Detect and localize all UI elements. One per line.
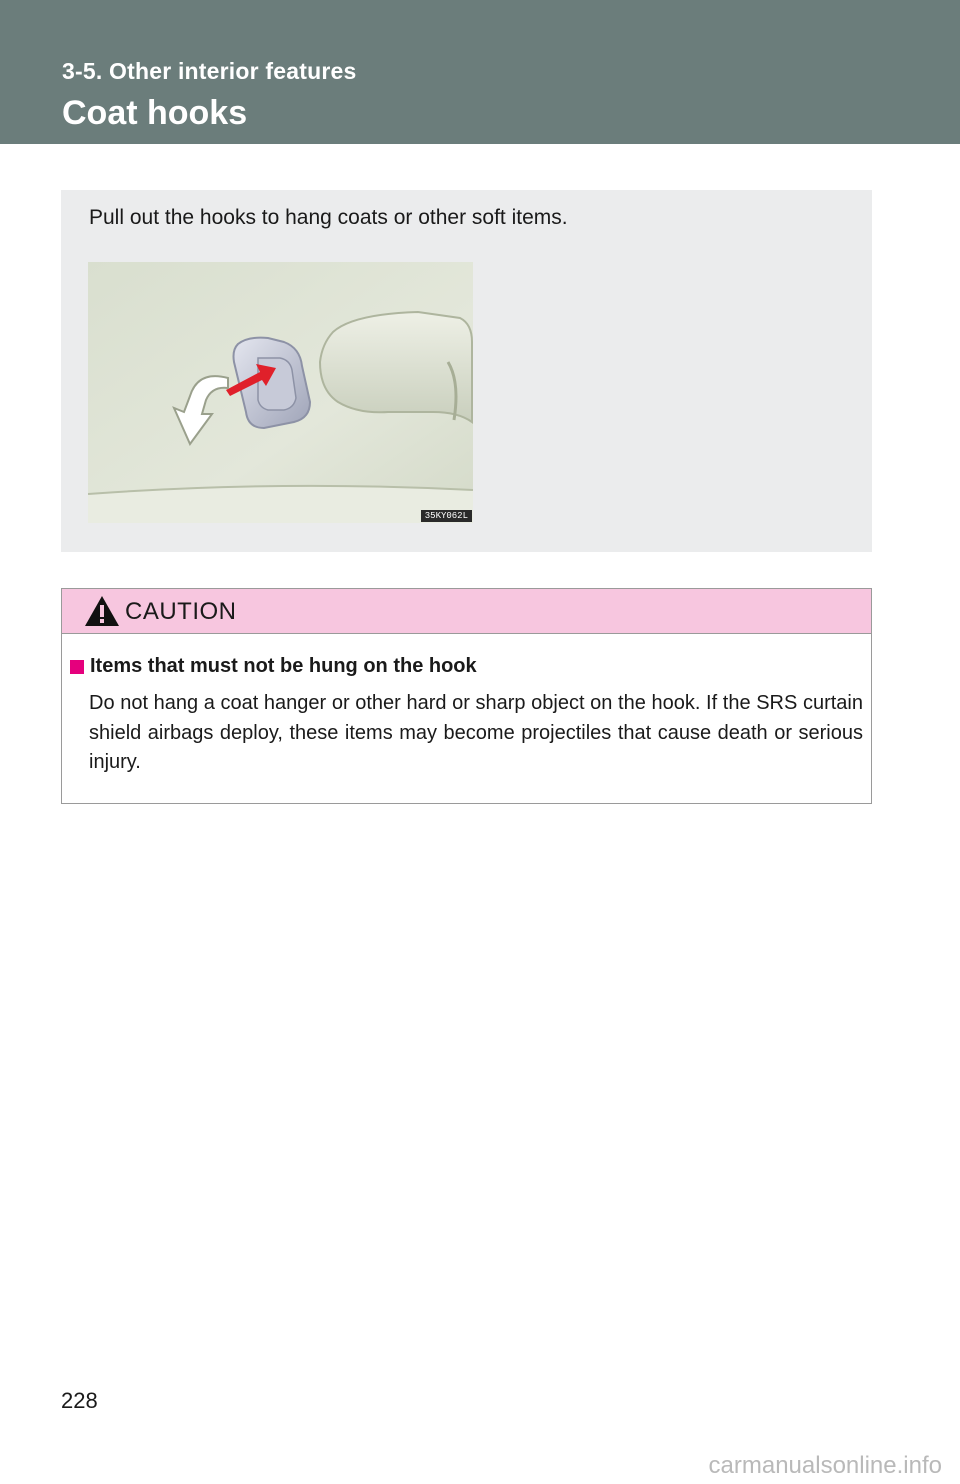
- caution-header: [62, 589, 871, 634]
- watermark: carmanualsonline.info: [708, 1452, 942, 1479]
- page-title: Coat hooks: [62, 94, 248, 132]
- image-code: 35KY062L: [421, 510, 472, 522]
- coat-hook-illustration: [88, 262, 473, 523]
- caution-item-heading: [70, 655, 477, 678]
- intro-box: [61, 190, 872, 552]
- caution-box: [61, 588, 872, 804]
- bullet-square-icon: [70, 660, 84, 674]
- caution-item-heading-text: Items that must not be hung on the hook: [90, 655, 477, 677]
- section-label: 3-5. Other interior features: [62, 58, 357, 84]
- page-header: [0, 0, 960, 144]
- caution-item-body: Do not hang a coat hanger or other hard or sharp object on the hook. If the SRS curtain shield airbags deploy, these items may become projectiles that cause death or serious injury.: [89, 692, 863, 773]
- caution-title: CAUTION: [125, 598, 237, 625]
- page-number: 228: [61, 1388, 98, 1413]
- warning-triangle-icon: [83, 594, 121, 628]
- intro-text: Pull out the hooks to hang coats or other soft items.: [89, 206, 568, 229]
